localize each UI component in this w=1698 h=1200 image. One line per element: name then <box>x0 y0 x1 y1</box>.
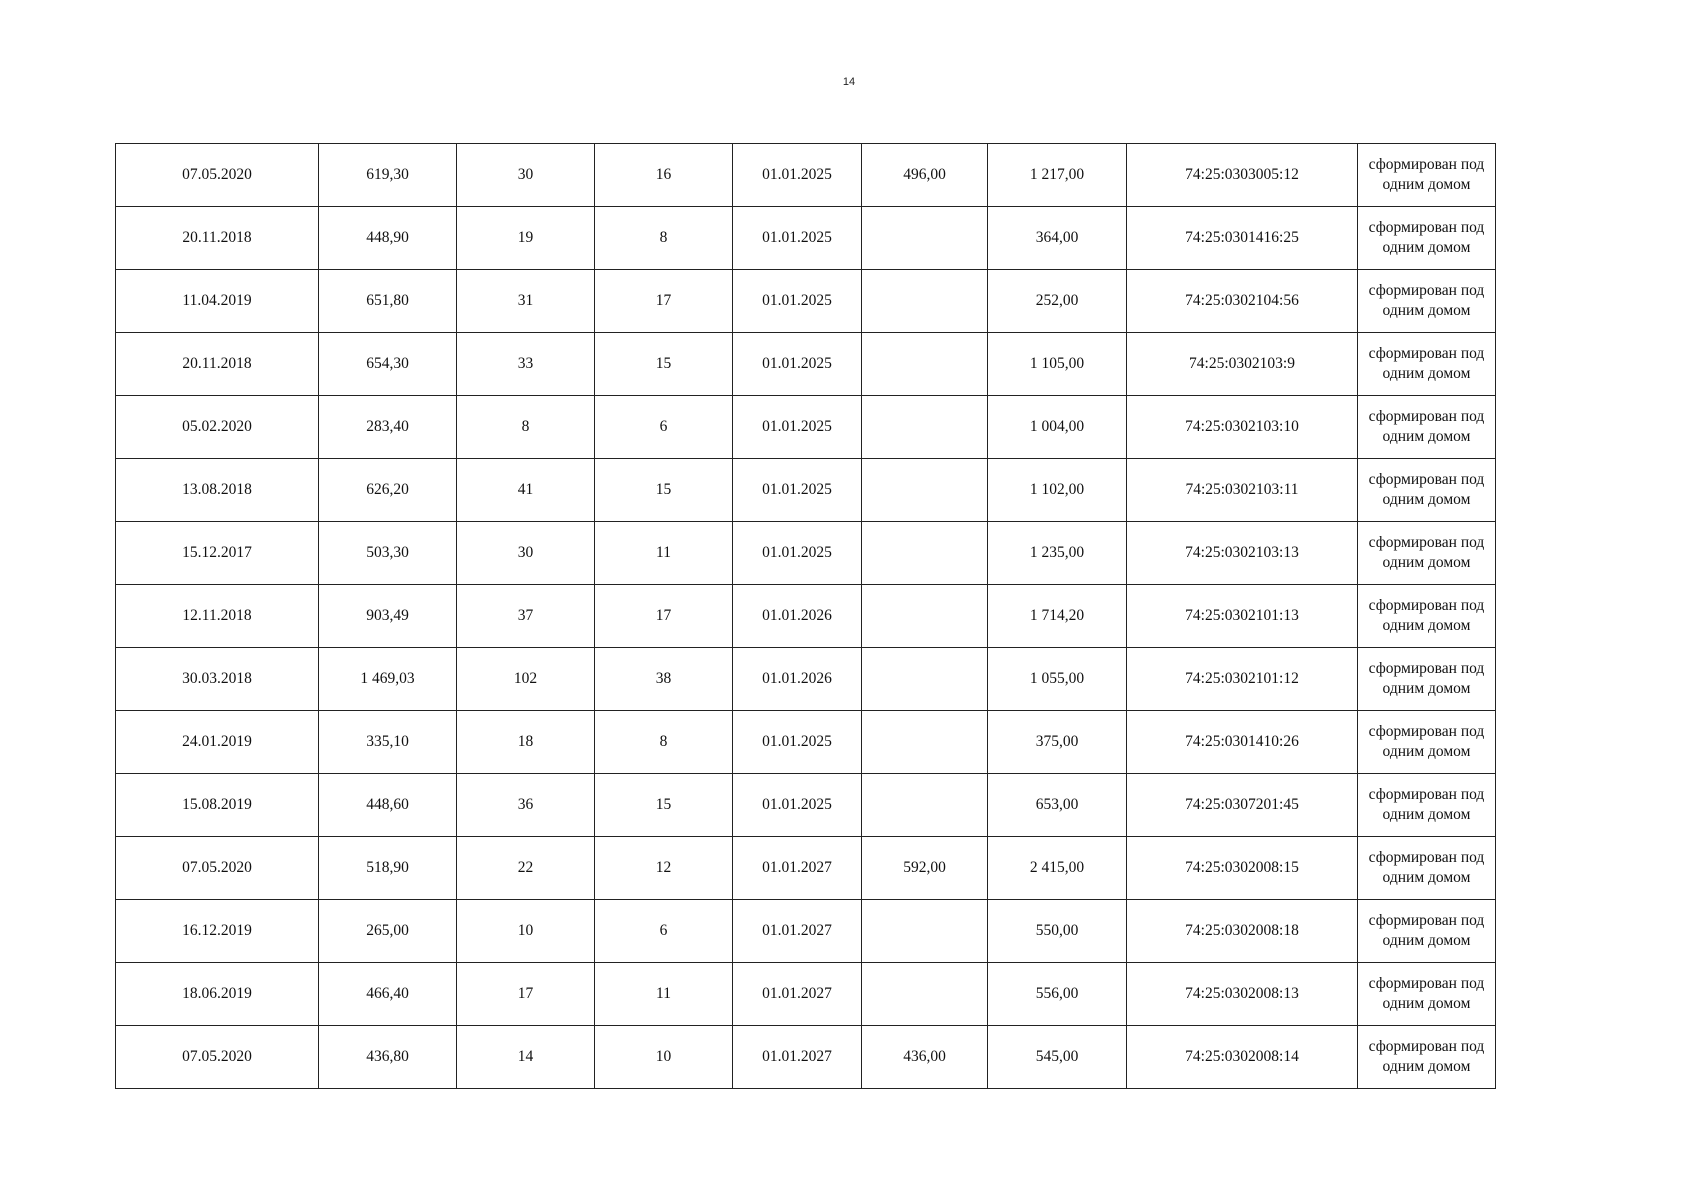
table-row <box>116 333 1496 396</box>
deadline-cell: 01.01.2026 <box>733 585 862 648</box>
cadastral-number-cell: 74:25:0302008:14 <box>1127 1026 1358 1089</box>
cadastral-number-cell: 74:25:0303005:12 <box>1127 144 1358 207</box>
deadline-cell: 01.01.2025 <box>733 774 862 837</box>
land-area-cell: 375,00 <box>988 711 1127 774</box>
cadastral-number-cell: 74:25:0301416:25 <box>1127 207 1358 270</box>
apartments-cell: 15 <box>595 774 733 837</box>
deadline-cell: 01.01.2025 <box>733 144 862 207</box>
table-row <box>116 711 1496 774</box>
area-cell: 1 469,03 <box>319 648 457 711</box>
land-area-cell: 545,00 <box>988 1026 1127 1089</box>
apartments-cell: 17 <box>595 585 733 648</box>
date-cell: 16.12.2019 <box>116 900 319 963</box>
cadastral-number-cell: 74:25:0302101:13 <box>1127 585 1358 648</box>
residents-cell: 18 <box>457 711 595 774</box>
land-status-cell: сформирован под одним домом <box>1358 522 1496 585</box>
apartments-cell: 10 <box>595 1026 733 1089</box>
cadastral-number-cell: 74:25:0302008:13 <box>1127 963 1358 1026</box>
table-row <box>116 144 1496 207</box>
land-status-cell: сформирован под одним домом <box>1358 1026 1496 1089</box>
area-cell: 503,30 <box>319 522 457 585</box>
extra-area-cell <box>862 207 988 270</box>
table-body <box>116 144 1496 1089</box>
residents-cell: 102 <box>457 648 595 711</box>
land-area-cell: 653,00 <box>988 774 1127 837</box>
deadline-cell: 01.01.2025 <box>733 333 862 396</box>
table-row <box>116 396 1496 459</box>
land-status-cell: сформирован под одним домом <box>1358 648 1496 711</box>
cadastral-number-cell: 74:25:0302008:18 <box>1127 900 1358 963</box>
table-row <box>116 963 1496 1026</box>
deadline-cell: 01.01.2027 <box>733 900 862 963</box>
apartments-cell: 15 <box>595 333 733 396</box>
apartments-cell: 8 <box>595 711 733 774</box>
apartments-cell: 11 <box>595 963 733 1026</box>
table-row <box>116 837 1496 900</box>
land-area-cell: 1 105,00 <box>988 333 1127 396</box>
table-row <box>116 522 1496 585</box>
land-area-cell: 550,00 <box>988 900 1127 963</box>
residents-cell: 8 <box>457 396 595 459</box>
date-cell: 30.03.2018 <box>116 648 319 711</box>
residents-cell: 14 <box>457 1026 595 1089</box>
residents-cell: 17 <box>457 963 595 1026</box>
land-status-cell: сформирован под одним домом <box>1358 396 1496 459</box>
table-row <box>116 648 1496 711</box>
land-status-cell: сформирован под одним домом <box>1358 711 1496 774</box>
extra-area-cell: 496,00 <box>862 144 988 207</box>
extra-area-cell <box>862 270 988 333</box>
land-area-cell: 1 055,00 <box>988 648 1127 711</box>
extra-area-cell: 436,00 <box>862 1026 988 1089</box>
extra-area-cell <box>862 585 988 648</box>
table-row <box>116 585 1496 648</box>
residents-cell: 37 <box>457 585 595 648</box>
land-area-cell: 2 415,00 <box>988 837 1127 900</box>
land-status-cell: сформирован под одним домом <box>1358 333 1496 396</box>
cadastral-number-cell: 74:25:0302103:9 <box>1127 333 1358 396</box>
area-cell: 436,80 <box>319 1026 457 1089</box>
area-cell: 903,49 <box>319 585 457 648</box>
deadline-cell: 01.01.2025 <box>733 270 862 333</box>
table-row <box>116 900 1496 963</box>
apartments-cell: 15 <box>595 459 733 522</box>
cadastral-number-cell: 74:25:0301410:26 <box>1127 711 1358 774</box>
extra-area-cell <box>862 459 988 522</box>
deadline-cell: 01.01.2025 <box>733 711 862 774</box>
residents-cell: 31 <box>457 270 595 333</box>
extra-area-cell <box>862 396 988 459</box>
area-cell: 335,10 <box>319 711 457 774</box>
apartments-cell: 6 <box>595 900 733 963</box>
registry-table <box>115 143 1496 1089</box>
table-row <box>116 270 1496 333</box>
land-area-cell: 364,00 <box>988 207 1127 270</box>
deadline-cell: 01.01.2027 <box>733 837 862 900</box>
area-cell: 518,90 <box>319 837 457 900</box>
cadastral-number-cell: 74:25:0302103:10 <box>1127 396 1358 459</box>
residents-cell: 10 <box>457 900 595 963</box>
apartments-cell: 11 <box>595 522 733 585</box>
area-cell: 619,30 <box>319 144 457 207</box>
date-cell: 15.12.2017 <box>116 522 319 585</box>
extra-area-cell <box>862 774 988 837</box>
area-cell: 466,40 <box>319 963 457 1026</box>
apartments-cell: 6 <box>595 396 733 459</box>
date-cell: 07.05.2020 <box>116 837 319 900</box>
land-status-cell: сформирован под одним домом <box>1358 270 1496 333</box>
area-cell: 448,90 <box>319 207 457 270</box>
land-area-cell: 1 004,00 <box>988 396 1127 459</box>
area-cell: 626,20 <box>319 459 457 522</box>
deadline-cell: 01.01.2027 <box>733 963 862 1026</box>
extra-area-cell <box>862 333 988 396</box>
deadline-cell: 01.01.2027 <box>733 1026 862 1089</box>
area-cell: 283,40 <box>319 396 457 459</box>
apartments-cell: 12 <box>595 837 733 900</box>
date-cell: 15.08.2019 <box>116 774 319 837</box>
area-cell: 448,60 <box>319 774 457 837</box>
apartments-cell: 17 <box>595 270 733 333</box>
residents-cell: 19 <box>457 207 595 270</box>
cadastral-number-cell: 74:25:0307201:45 <box>1127 774 1358 837</box>
cadastral-number-cell: 74:25:0302008:15 <box>1127 837 1358 900</box>
date-cell: 12.11.2018 <box>116 585 319 648</box>
page-number: 14 <box>842 76 856 88</box>
apartments-cell: 16 <box>595 144 733 207</box>
extra-area-cell <box>862 900 988 963</box>
extra-area-cell <box>862 963 988 1026</box>
area-cell: 654,30 <box>319 333 457 396</box>
land-area-cell: 1 217,00 <box>988 144 1127 207</box>
land-area-cell: 1 235,00 <box>988 522 1127 585</box>
deadline-cell: 01.01.2025 <box>733 522 862 585</box>
date-cell: 20.11.2018 <box>116 207 319 270</box>
extra-area-cell <box>862 711 988 774</box>
land-area-cell: 1 102,00 <box>988 459 1127 522</box>
cadastral-number-cell: 74:25:0302104:56 <box>1127 270 1358 333</box>
deadline-cell: 01.01.2025 <box>733 459 862 522</box>
land-status-cell: сформирован под одним домом <box>1358 144 1496 207</box>
area-cell: 651,80 <box>319 270 457 333</box>
date-cell: 11.04.2019 <box>116 270 319 333</box>
land-area-cell: 556,00 <box>988 963 1127 1026</box>
residents-cell: 36 <box>457 774 595 837</box>
cadastral-number-cell: 74:25:0302103:11 <box>1127 459 1358 522</box>
date-cell: 18.06.2019 <box>116 963 319 1026</box>
table-row <box>116 459 1496 522</box>
extra-area-cell: 592,00 <box>862 837 988 900</box>
residents-cell: 30 <box>457 522 595 585</box>
residents-cell: 30 <box>457 144 595 207</box>
table-row <box>116 774 1496 837</box>
land-status-cell: сформирован под одним домом <box>1358 900 1496 963</box>
residents-cell: 33 <box>457 333 595 396</box>
date-cell: 13.08.2018 <box>116 459 319 522</box>
table-row <box>116 1026 1496 1089</box>
apartments-cell: 38 <box>595 648 733 711</box>
deadline-cell: 01.01.2025 <box>733 396 862 459</box>
extra-area-cell <box>862 648 988 711</box>
date-cell: 20.11.2018 <box>116 333 319 396</box>
apartments-cell: 8 <box>595 207 733 270</box>
date-cell: 07.05.2020 <box>116 1026 319 1089</box>
land-status-cell: сформирован под одним домом <box>1358 774 1496 837</box>
date-cell: 07.05.2020 <box>116 144 319 207</box>
table-row <box>116 207 1496 270</box>
deadline-cell: 01.01.2025 <box>733 207 862 270</box>
date-cell: 05.02.2020 <box>116 396 319 459</box>
land-area-cell: 252,00 <box>988 270 1127 333</box>
date-cell: 24.01.2019 <box>116 711 319 774</box>
deadline-cell: 01.01.2026 <box>733 648 862 711</box>
residents-cell: 41 <box>457 459 595 522</box>
land-area-cell: 1 714,20 <box>988 585 1127 648</box>
extra-area-cell <box>862 522 988 585</box>
residents-cell: 22 <box>457 837 595 900</box>
land-status-cell: сформирован под одним домом <box>1358 585 1496 648</box>
area-cell: 265,00 <box>319 900 457 963</box>
cadastral-number-cell: 74:25:0302103:13 <box>1127 522 1358 585</box>
land-status-cell: сформирован под одним домом <box>1358 207 1496 270</box>
land-status-cell: сформирован под одним домом <box>1358 963 1496 1026</box>
land-status-cell: сформирован под одним домом <box>1358 459 1496 522</box>
land-status-cell: сформирован под одним домом <box>1358 837 1496 900</box>
cadastral-number-cell: 74:25:0302101:12 <box>1127 648 1358 711</box>
